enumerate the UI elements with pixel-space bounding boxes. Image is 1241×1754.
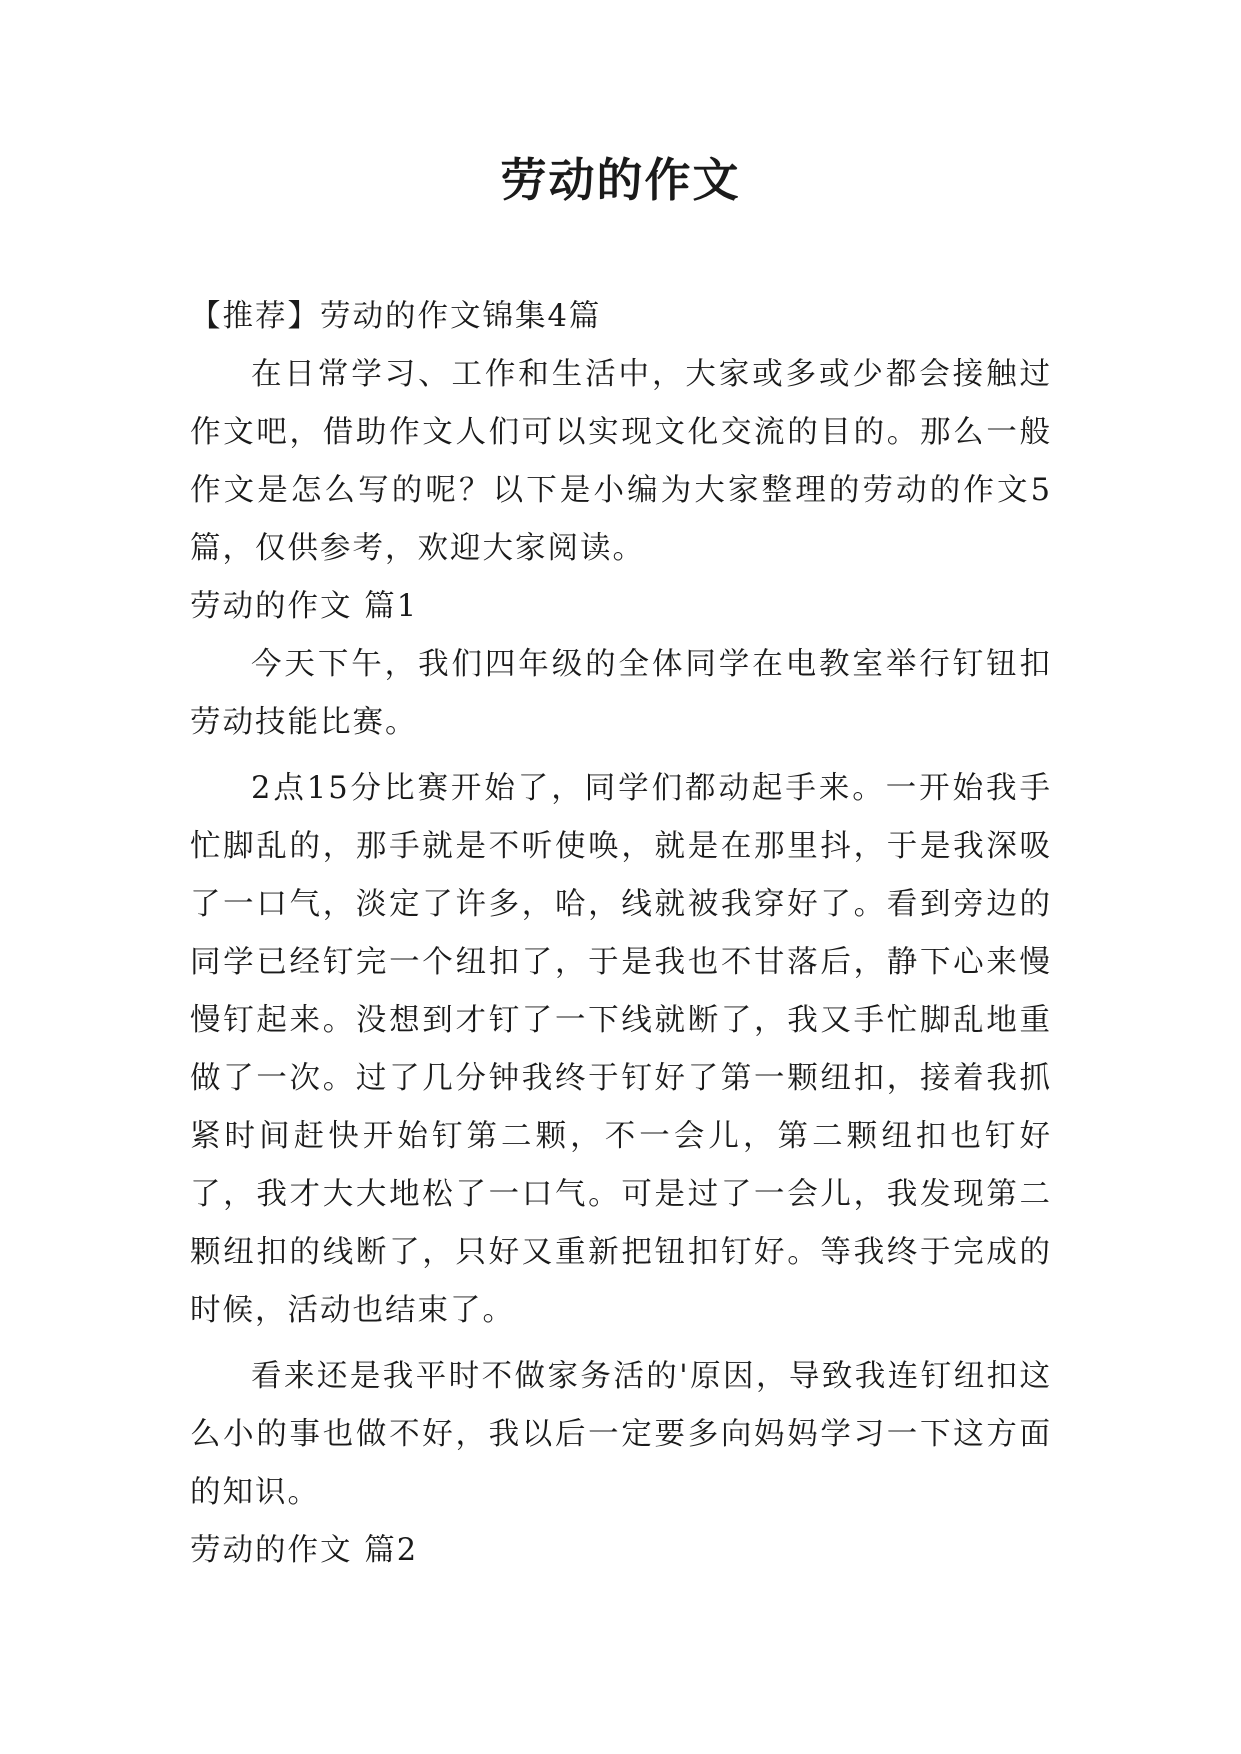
- document-subtitle: 【推荐】劳动的作文锦集4篇: [190, 299, 602, 334]
- section-paragraph: 看来还是我平时不做家务活的'原因，导致我连钉纽扣这么小的事也做不好，我以后一定要多向妈妈学习一下这方面的知识。: [190, 1359, 1052, 1510]
- section-paragraph: 2点15分比赛开始了，同学们都动起手来。一开始我手忙脚乱的，那手就是不听使唤，就是在那里抖，于是我深吸了一口气，淡定了许多，哈，线就被我穿好了。看到旁边的同学已经钉完一个纽扣了，于是我也不甘落后，静下心来慢慢钉起来。没想到才钉了一下线就断了，我又手忙脚乱地重做了一次。过了几分钟我终于钉好了第一颗纽扣，接着我抓紧时间赶快开始钉第二颗，不一会儿，第二颗纽扣也钉好了，我才大大地松了一口气。可是过了一会儿，我发现第二颗纽扣的线断了，只好又重新把钮扣钉好。等我终于完成的时候，活动也结束了。: [190, 771, 1052, 1328]
- section-heading: 劳动的作文 篇1: [190, 589, 419, 624]
- section-heading: 劳动的作文 篇2: [190, 1533, 419, 1568]
- document-body: [190, 288, 1052, 1580]
- intro-paragraph: 在日常学习、工作和生活中，大家或多或少都会接触过作文吧，借助作文人们可以实现文化交流的目的。那么一般作文是怎么写的呢？以下是小编为大家整理的劳动的作文5篇，仅供参考，欢迎大家阅读。: [190, 357, 1052, 566]
- document-title: 劳动的作文: [500, 153, 741, 207]
- section-paragraph: 今天下午，我们四年级的全体同学在电教室举行钉钮扣劳动技能比赛。: [190, 647, 1052, 740]
